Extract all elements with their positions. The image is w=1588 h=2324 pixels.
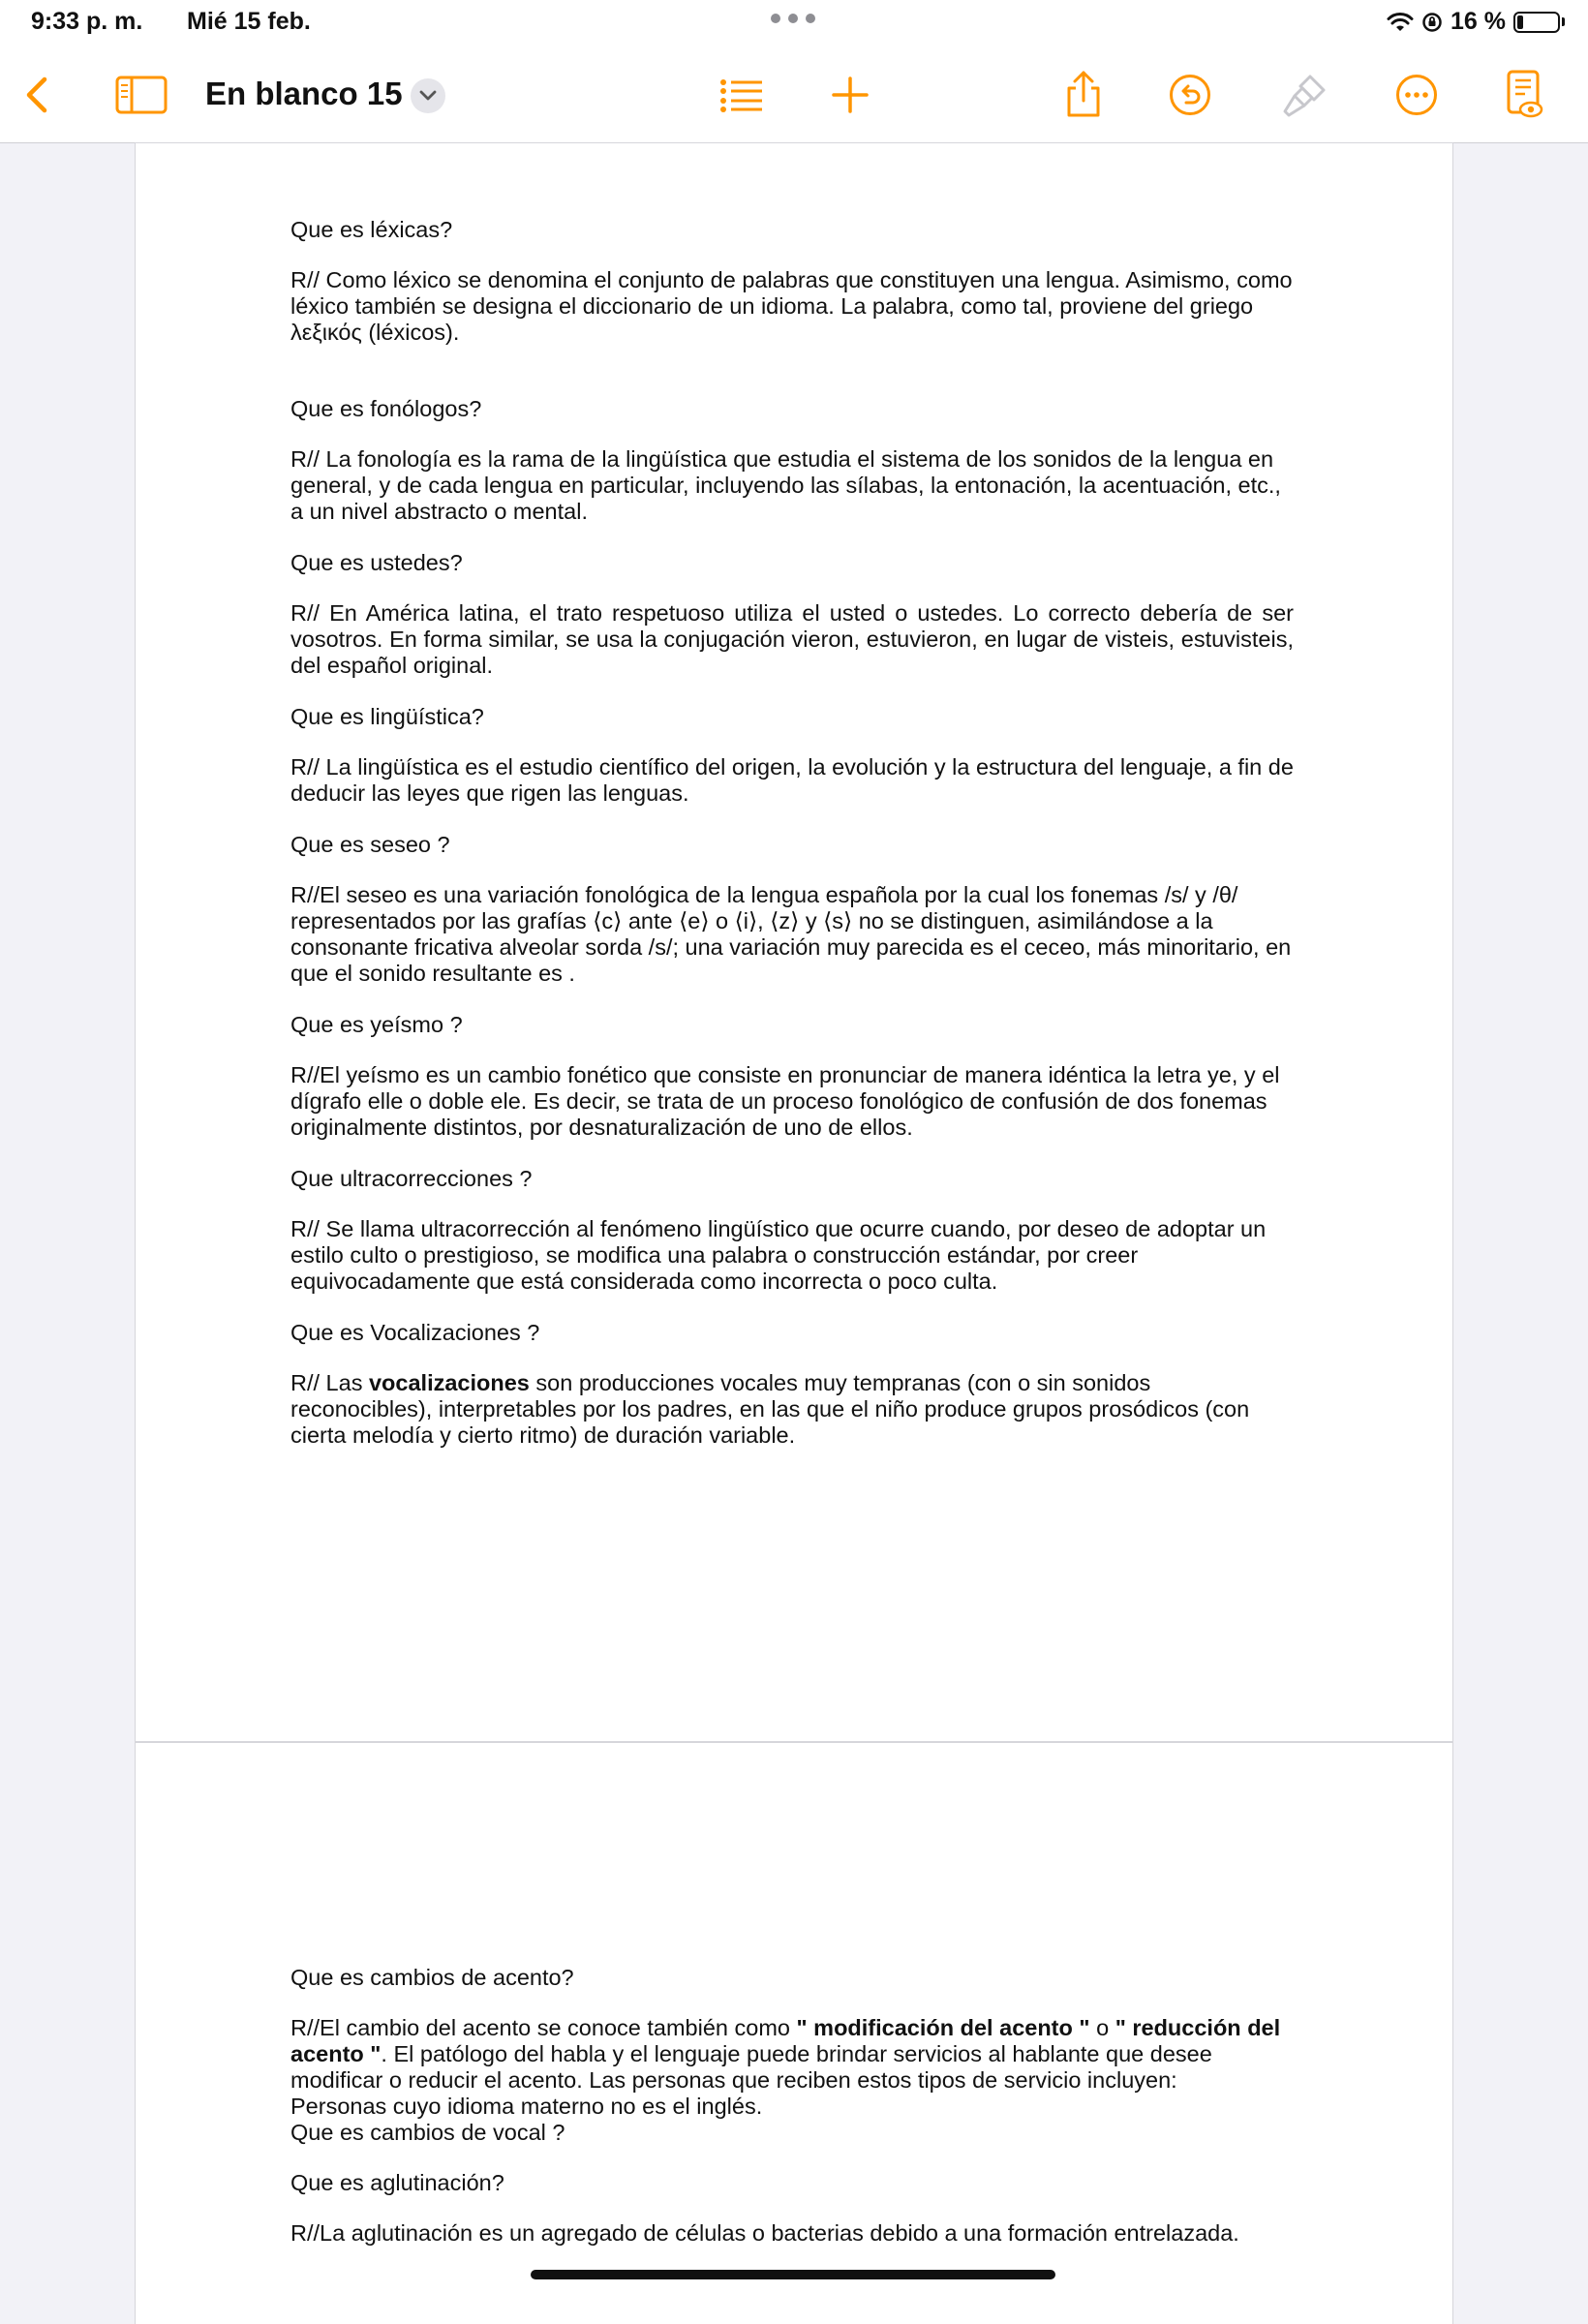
answer-linguistica: R// La lingüística es el estudio científico del origen, la evolución y la estructura del lenguaje, a fin de deducir las leyes que rigen las lenguas. [290,754,1294,806]
answer-cambios-acento-bold2: " reducción del acento " [290,2015,1281,2066]
orientation-lock-icon [1421,12,1443,33]
sidebar-icon [115,76,168,114]
wifi-icon [1387,12,1414,33]
answer-cambios-acento-part1: R//El cambio del acento se conoce también como [290,2015,797,2040]
answer-cambios-acento-line2: Personas cuyo idioma materno no es el inglés. [290,2094,763,2119]
question-seseo: Que es seseo ? [290,832,450,857]
battery-tip [1562,17,1565,26]
document-toolbar [0,46,1588,143]
answer-ultracorrecciones: R// Se llama ultracorrección al fenómeno lingüístico que ocurre cuando, por deseo de adoptar un estilo culto o prestigioso, se modifica una palabra o construcción estándar, por creer equivocadamente que está considerada como incorrecta o poco culta. [290,1216,1267,1294]
chevron-left-icon [23,76,50,114]
share-button[interactable] [1061,68,1106,120]
home-indicator[interactable] [531,2270,1055,2279]
more-options-button[interactable] [1394,73,1439,117]
status-date: Mié 15 feb. [187,8,311,35]
answer-lexicas: R// Como léxico se denomina el conjunto de palabras que constituyen una lengua. Asimismo, como léxico también se designa el diccionario de un idioma. La palabra, como tal, proviene del griego λεξικός (léxicos). [290,267,1293,345]
reading-view-button[interactable] [1505,68,1545,122]
undo-icon [1169,74,1211,116]
status-bar [0,0,1588,46]
battery-level-fill [1517,15,1523,29]
question-vocalizaciones: Que es Vocalizaciones ? [290,1320,540,1345]
back-button[interactable] [17,74,56,116]
format-list-button[interactable] [718,76,765,116]
title-menu-button[interactable] [411,78,445,113]
format-button[interactable] [1280,72,1328,120]
document-page-2[interactable] [136,1743,1452,2324]
document-page-1[interactable] [136,143,1452,1741]
page-2-body [290,1965,1294,2272]
answer-aglutinacion: R//La aglutinación es un agregado de células o bacterias debido a una formación entrelazada. [290,2220,1239,2246]
question-fonologos: Que es fonólogos? [290,396,482,421]
page-1-body [290,217,1294,1474]
status-time: 9:33 p. m. [31,8,143,35]
answer-yeismo: R//El yeísmo es un cambio fonético que consiste en pronunciar de manera idéntica la letra ye, y el dígrafo elle o doble ele. Es decir, se trata de un proceso fonológico de confusión de dos fonemas originalmente distintos, por desnaturalización de uno de ellos. [290,1062,1280,1140]
insert-button[interactable] [829,74,871,116]
battery-icon [1513,12,1560,33]
question-ultracorrecciones: Que ultracorrecciones ? [290,1166,533,1191]
document-canvas[interactable] [0,143,1588,2285]
question-cambios-acento: Que es cambios de acento? [290,1965,574,1990]
answer-ustedes: R// En América latina, el trato respetuoso utiliza el usted o ustedes. Lo correcto debería de ser vosotros. En forma similar, se usa la conjugación vieron, estuvieron, en lugar de visteis, estuvisteis, del español original. [290,600,1294,678]
answer-cambios-acento [290,2015,1294,2094]
answer-vocalizaciones-bold: vocalizaciones [368,1370,530,1395]
answer-seseo: R//El seseo es una variación fonológica de la lengua española por la cual los fonemas /s/ y /θ/ representados por las grafías ⟨c⟩ ante ⟨e⟩ o ⟨i⟩, ⟨z⟩ y ⟨s⟩ no se distinguen, asimilándose a la consonante fricativa alveolar sorda /s/; una variación muy parecida es el ceceo, más minoritario, en que el sonido resultante es . [290,882,1292,986]
question-cambios-vocal: Que es cambios de vocal ? [290,2120,565,2145]
multitasking-dots-icon[interactable] [771,14,815,23]
list-icon [719,77,764,114]
chevron-down-icon [419,90,437,102]
question-lexicas: Que es léxicas? [290,217,453,242]
answer-vocalizaciones [290,1370,1294,1449]
answer-cambios-acento-bold1: " modificación del acento " [796,2015,1090,2040]
plus-icon [831,76,870,114]
question-ustedes: Que es ustedes? [290,550,463,575]
status-indicators [1387,8,1565,36]
sidebar-toggle-button[interactable] [114,76,168,114]
question-yeismo: Que es yeísmo ? [290,1012,463,1037]
answer-fonologos: R// La fonología es la rama de la lingüística que estudia el sistema de los sonidos de la lengua en general, y de cada lengua en particular, incluyendo las sílabas, la entonación, la acentuación, etc., a un nivel abstracto o mental. [290,446,1281,524]
undo-button[interactable] [1168,73,1212,117]
reading-view-icon [1506,69,1544,121]
answer-vocalizaciones-prefix: R// Las [290,1370,369,1395]
document-title[interactable]: En blanco 15 [205,76,403,111]
paintbrush-icon [1281,73,1328,119]
more-icon [1395,74,1438,116]
battery-percentage: 16 % [1451,8,1506,35]
answer-vocalizaciones-suffix: son producciones vocales muy tempranas (con o sin sonidos reconocibles), interpretables por los padres, en las que el niño produce grupos prosódicos (con cierta melodía y cierto ritmo) de duración variable. [290,1370,1250,1448]
share-icon [1064,69,1103,119]
answer-cambios-acento-part3: . El patólogo del habla y el lenguaje puede brindar servicios al hablante que desee modificar o reducir el acento. Las personas que reciben estos tipos de servicio incluyen: [290,2041,1212,2093]
answer-cambios-acento-part2: o [1089,2015,1115,2040]
question-linguistica: Que es lingüística? [290,704,484,729]
question-aglutinacion: Que es aglutinación? [290,2170,504,2195]
